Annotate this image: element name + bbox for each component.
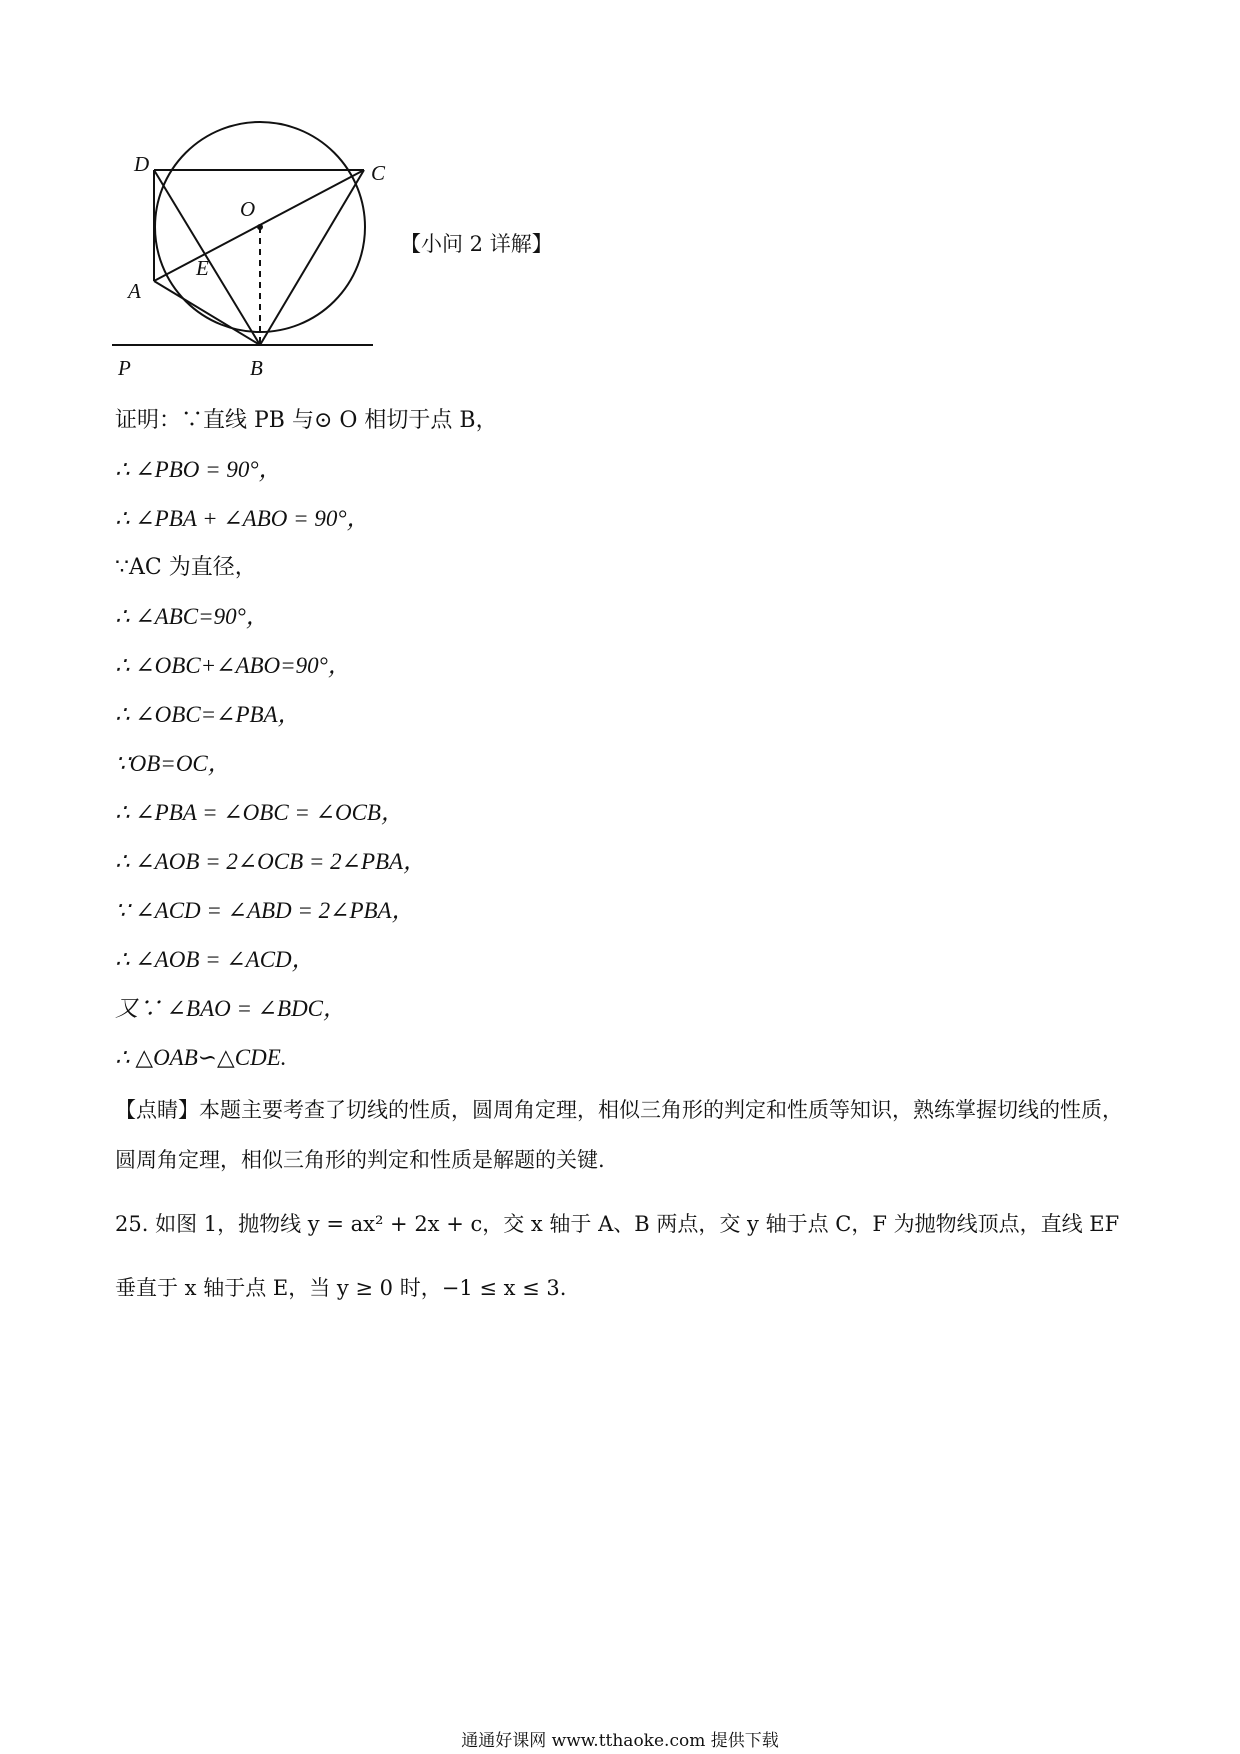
proof-line: ∴ ∠AOB = 2∠OCB = 2∠PBA，	[115, 849, 427, 874]
proof-line: ∴ △OAB∽△CDE.	[115, 1045, 287, 1070]
proof-line: ∴ ∠PBO = 90°，	[115, 457, 282, 482]
label-c: C	[371, 161, 386, 185]
proof-line: ∵AC 为直径，	[115, 555, 257, 580]
chord-ab	[154, 281, 260, 345]
proof-line: ∴ ∠AOB = ∠ACD，	[115, 947, 315, 972]
label-e: E	[196, 256, 209, 280]
question-25: 25. 如图 1，抛物线 y = ax² + 2x + c，交 x 轴于 A、B 两点，交 y 轴于点 C，F 为抛物线顶点，直线 EF 垂直于 x 轴于点 E，当 y ≥ 0 时，−1 ≤ x ≤ 3.	[115, 1212, 1120, 1300]
proof-line: ∴ ∠OBC+∠ABO=90°，	[115, 653, 351, 678]
label-b: B	[250, 356, 263, 380]
geometry-figure	[108, 128, 386, 388]
proof-block	[115, 396, 1135, 1082]
label-p: P	[118, 356, 131, 380]
proof-line: 证明：∵直线 PB 与⊙ O 相切于点 B，	[115, 408, 498, 433]
label-d: D	[134, 152, 150, 176]
proof-line: 又∵ ∠BAO = ∠BDC，	[115, 996, 347, 1021]
proof-line: ∴ ∠OBC=∠PBA，	[115, 702, 301, 727]
circle-tangent-diagram	[108, 128, 386, 388]
label-o: O	[240, 197, 256, 221]
proof-line: ∴ ∠PBA + ∠ABO = 90°，	[115, 506, 370, 531]
proof-line: ∵OB=OC，	[115, 751, 231, 776]
proof-line: ∴ ∠PBA = ∠OBC = ∠OCB，	[115, 800, 404, 825]
comment-paragraph: 【点睛】本题主要考查了切线的性质，圆周角定理，相似三角形的判定和性质等知识，熟练掌握切线的性质，圆周角定理，相似三角形的判定和性质是解题的关键.	[115, 1098, 1123, 1172]
proof-line: ∴ ∠ABC=90°，	[115, 604, 269, 629]
page-footer: 通通好课网 www.tthaoke.com 提供下载	[461, 1731, 779, 1751]
proof-line: ∵ ∠ACD = ∠ABD = 2∠PBA，	[115, 898, 415, 923]
label-a: A	[128, 279, 141, 303]
center-point-o	[257, 224, 263, 230]
subquestion-2-heading: 【小问 2 详解】	[400, 232, 553, 256]
